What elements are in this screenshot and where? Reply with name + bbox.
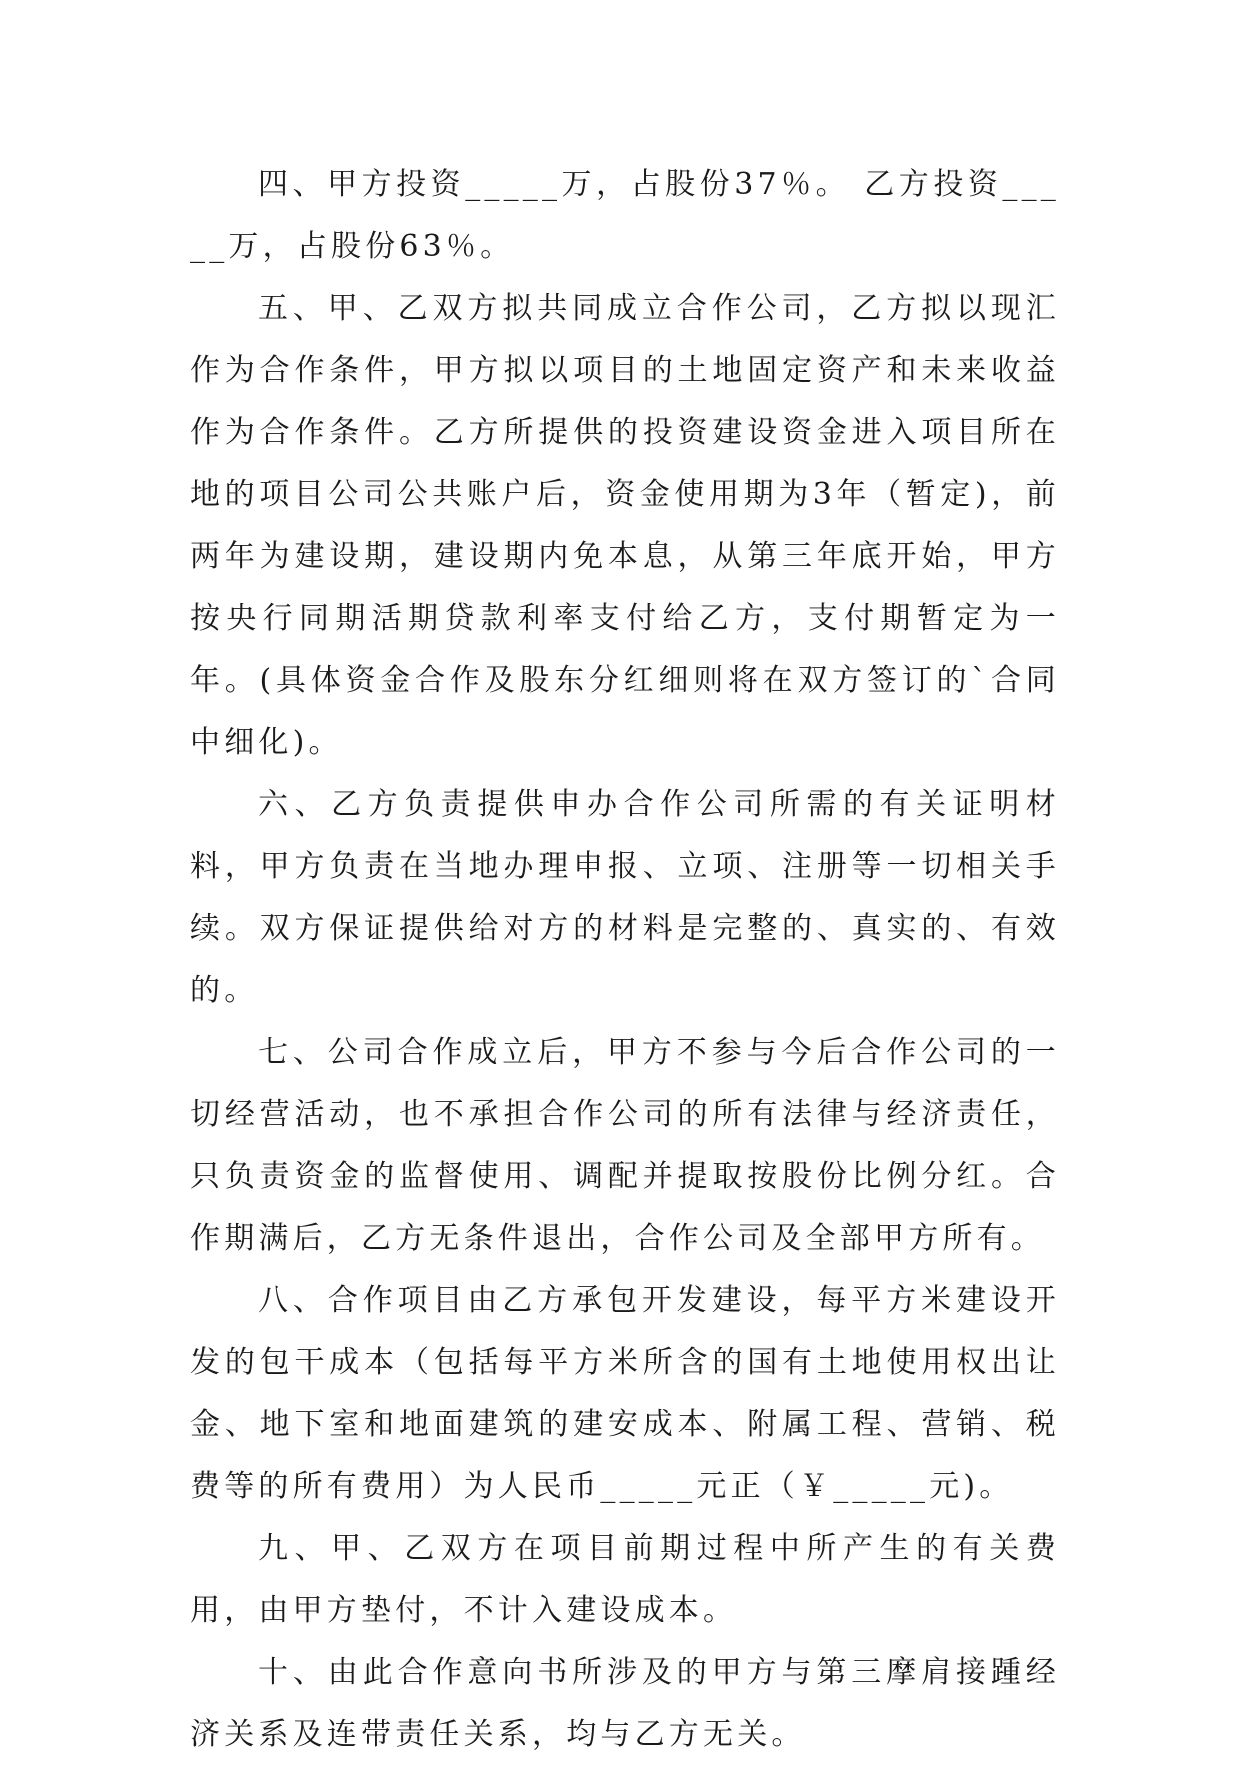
clause-10-liability: 十、由此合作意向书所涉及的甲方与第三摩肩接踵经济关系及连带责任关系，均与乙方无关。	[190, 1655, 1060, 1752]
document-body	[190, 154, 1060, 1766]
clause-8-construction-cost: 八、合作项目由乙方承包开发建设，每平方米建设开发的包干成本（包括每平方米所含的国有土地使用权出让金、地下室和地面建筑的建安成本、附属工程、营销、税费等的所有费用）为人民币_____元正（￥_____元)。	[190, 1283, 1060, 1504]
clause-5-cooperation-terms: 五、甲、乙双方拟共同成立合作公司，乙方拟以现汇作为合作条件，甲方拟以项目的土地固定资产和未来收益作为合作条件。乙方所提供的投资建设资金进入项目所在地的项目公司公共账户后，资金使用期为3年（暂定)，前两年为建设期，建设期内免本息，从第三年底开始，甲方按央行同期活期贷款利率支付给乙方，支付期暂定为一年。(具体资金合作及股东分红细则将在双方签订的`合同中细化)。	[190, 291, 1060, 760]
clause-7-operations: 七、公司合作成立后，甲方不参与今后合作公司的一切经营活动，也不承担合作公司的所有法律与经济责任，只负责资金的监督使用、调配并提取按股份比例分红。合作期满后，乙方无条件退出，合作公司及全部甲方所有。	[190, 1035, 1060, 1256]
clause-6-documents: 六、乙方负责提供申办合作公司所需的有关证明材料，甲方负责在当地办理申报、立项、注册等一切相关手续。双方保证提供给对方的材料是完整的、真实的、有效的。	[190, 787, 1060, 1008]
clause-4-investment: 四、甲方投资_____万，占股份37％。 乙方投资_____万，占股份63％。	[190, 167, 1060, 264]
clause-9-preliminary-fees: 九、甲、乙双方在项目前期过程中所产生的有关费用，由甲方垫付，不计入建设成本。	[190, 1531, 1060, 1628]
